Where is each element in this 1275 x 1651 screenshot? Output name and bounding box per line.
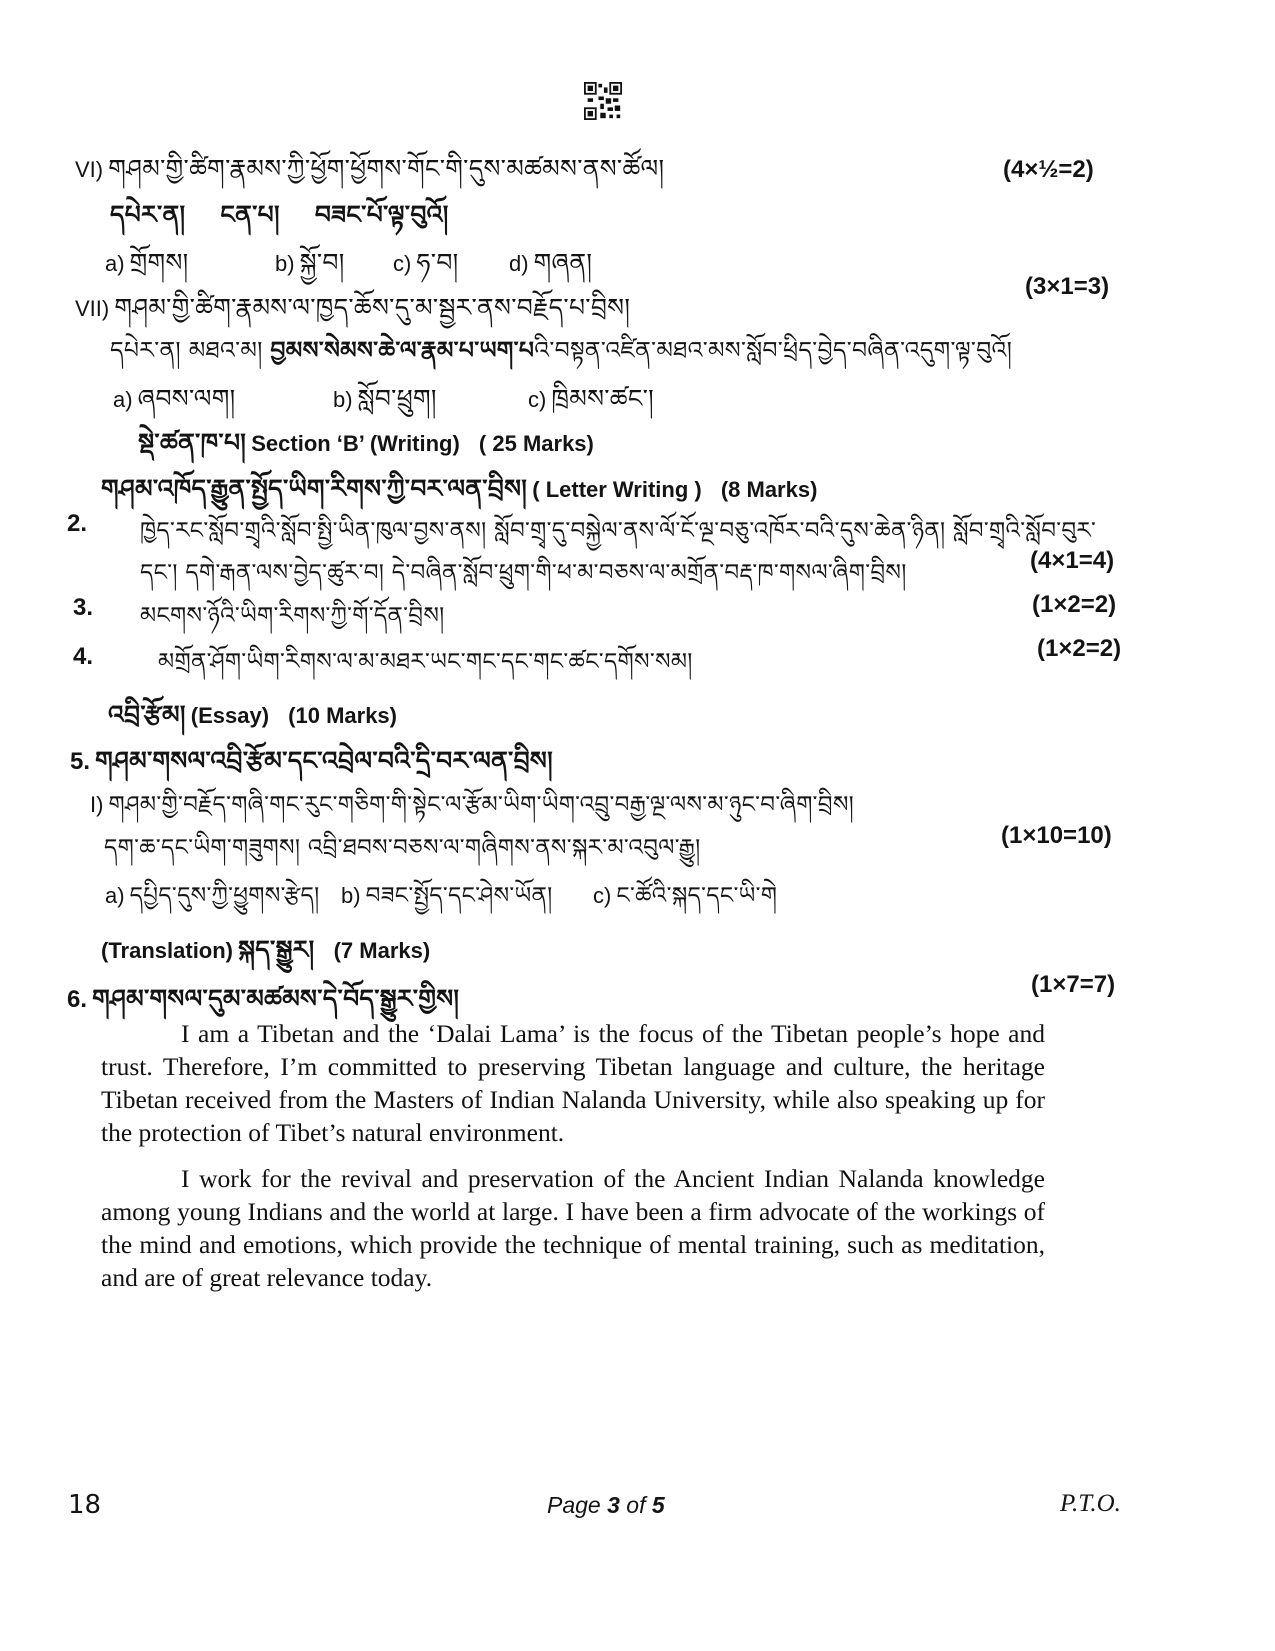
- option-label: a): [105, 883, 125, 908]
- question-number-3: 3.: [73, 594, 94, 621]
- question-2-line-2: དང་། དགེ་རྒན་ལས་བྱེད་ཚུར་བ། དེ་བཞིན་སློབ་ཕྲུག་གི་ཕ་མ་བཅས་ལ་མགྲོན་བརྡ་ཁ་གསལ་ཞིག་བྲིས།: [140, 560, 907, 586]
- translation-heading-tibetan: སྐད་སྒྱུར།: [238, 935, 315, 964]
- essay-heading-tibetan: འབྲི་རྩོམ།: [108, 700, 186, 729]
- marks-question-4: (1×2=2): [1037, 635, 1122, 662]
- translation-heading-marks: (7 Marks): [333, 938, 431, 963]
- option-label: a): [105, 251, 125, 276]
- example-prefix: དཔེར་ན། མཐའ་མ།: [110, 336, 271, 364]
- section-b-tibetan: སྡེ་ཚན་ཁ་པ།: [138, 428, 247, 457]
- option-label: c): [393, 251, 412, 276]
- question-4-text: མགྲོན་ཤོག་ཡིག་རིགས་ལ་མ་མཐར་ཡང་གང་དང་གང་ཚང་དགོས་སམ།: [158, 649, 693, 675]
- example-item: བཟང་པོ་ལྟ་བུའོ།: [314, 200, 449, 229]
- question-number-4: 4.: [73, 643, 94, 670]
- passage-paragraph-1: I am a Tibetan and the ‘Dalai Lama’ is the focus of the Tibetan people’s hope and trust. Therefore, I’m committed to preserving Tibetan language and culture, the heritage Tibetan received from the Masters of Indian Nalanda University, while also speaking up for the protection of Tibet’s natural environment.: [101, 1019, 1045, 1147]
- question-2-line-1: ཁྱེད་རང་སློབ་གྲྭའི་སློབ་སྤྱི་ཡིན་ཁུལ་བྱས་ནས། སློབ་གྲྭ་དུ་བསྐྱེལ་ནས་ལོ་ངོ་ལྔ་བཅུ་འཁོར་བའི་དུས་ཆེན་ཉིན། སློབ་གྲྭའི་སློབ་བུར་: [140, 518, 1097, 544]
- essay-heading-label: (Essay): [190, 703, 270, 728]
- option-text: བཟང་སྤྱོད་དང་ཤེས་ཡོན།: [365, 883, 553, 909]
- page-word: Page: [547, 1492, 608, 1518]
- option-text: དཔྱིད་དུས་ཀྱི་ཕྱུགས་རྩེད།: [129, 883, 320, 909]
- page-total: 5: [651, 1492, 665, 1518]
- translation-passage: [101, 1017, 1045, 1294]
- question-label: VII): [75, 296, 110, 321]
- question-6-text: གཤམ་གསལ་དུམ་མཚམས་དེ་བོད་སྒྱུར་གྱིས།: [92, 984, 460, 1013]
- marks-vii: (3×1=3): [1025, 273, 1110, 300]
- letter-heading-label: ( Letter Writing ): [532, 477, 702, 502]
- option-text: ང་ཚོའི་སྐད་དང་ཡི་གེ: [616, 883, 778, 909]
- option-text: ཁྲིམས་ཚང་།: [551, 384, 655, 413]
- marks-question-5: (1×10=10): [1001, 822, 1112, 849]
- essay-heading-marks: (10 Marks): [288, 703, 397, 728]
- option-label: b): [333, 387, 353, 412]
- option-label: a): [113, 387, 133, 412]
- option-label: d): [509, 251, 529, 276]
- example-item: ངན་པ།: [220, 200, 280, 229]
- marks-question-6: (1×7=7): [1031, 971, 1116, 998]
- option-text: གཞན།: [533, 248, 593, 277]
- question-3-text: མངགས་ཉོའི་ཡིག་རིགས་ཀྱི་གོ་དོན་བྲིས།: [140, 603, 445, 629]
- passage-paragraph-2: I work for the revival and preservation of the Ancient Indian Nalanda knowledge among young Indians and the world at large. I have been a firm advocate of the workings of the mind and emotions, which provide the technique of mental training, such as meditation, and are of great relevance today.: [101, 1164, 1045, 1292]
- marks-question-2: (4×1=4): [1030, 547, 1115, 574]
- section-b-label: Section ‘B’ (Writing): [251, 431, 460, 456]
- option-label: b): [341, 883, 361, 908]
- question-5-sub-label: I): [90, 792, 104, 817]
- example-item: དཔེར་ན།: [110, 200, 186, 229]
- question-number-5: 5.: [70, 748, 91, 775]
- pto-label: P.T.O.: [1060, 1490, 1121, 1517]
- option-text: ཞབས་ལག།: [137, 384, 236, 413]
- paper-code: 18: [68, 1490, 102, 1520]
- option-text: སྐྱོ་བ།: [299, 248, 345, 277]
- letter-heading-marks: (8 Marks): [720, 477, 818, 502]
- question-5-sub-line-1: གཤམ་གྱི་བརྗོད་གཞི་གང་རུང་གཅིག་གི་སྟེང་ལ་རྩོམ་ཡིག་ཡིག་འབྲུ་བརྒྱ་ལྔ་ལས་མ་ཉུང་བ་ཞིག་བྲིས།: [108, 792, 855, 818]
- page-indicator: [547, 1492, 665, 1519]
- translation-heading-label: (Translation): [101, 938, 234, 963]
- question-text: གཤམ་གྱི་ཚིག་རྣམས་ཀྱི་ཕྱོག་ཕྱོགས་གོང་གི་དུས་མཚམས་ནས་ཚོལ།: [108, 154, 665, 183]
- question-5-text: གཤམ་གསལ་འབྲི་རྩོམ་དང་འབྲེལ་བའི་དྲི་བར་ལན་བྲིས།: [95, 746, 553, 775]
- question-number-6: 6.: [67, 986, 88, 1013]
- marks-question-3: (1×2=2): [1032, 591, 1117, 618]
- example-suffix: འི་བསྟན་འཛིན་མཐའ་མས་སློབ་ཕྲིད་བྱེད་བཞིན་འདུག་ལྟ་བུའོ།: [534, 336, 1013, 364]
- option-label: c): [593, 883, 612, 908]
- of-word: of: [619, 1492, 652, 1518]
- option-label: b): [275, 251, 295, 276]
- marks-vi: (4×½=2): [1003, 156, 1094, 183]
- option-label: c): [528, 387, 547, 412]
- option-text: གྲོགས།: [129, 248, 189, 277]
- letter-heading-tibetan: གཤམ་འཁོད་རྒྱུན་སྤྱོད་ཡིག་རིགས་ཀྱི་བར་ལན་བྲིས།: [101, 474, 528, 503]
- question-label: VI): [75, 157, 104, 182]
- example-bold: བྱམས་སེམས་ཆེ་ལ་རྣམ་པ་ཡག་པ: [270, 336, 535, 364]
- qr-code: [584, 82, 622, 120]
- question-5-sub-line-2: དག་ཆ་དང་ཡིག་གཟུགས། འབྲི་ཐབས་བཅས་ལ་གཞིགས་ནས་སྐར་མ་འབུལ་རྒྱུ།: [104, 835, 701, 861]
- question-text: གཤམ་གྱི་ཚིག་རྣམས་ལ་ཁྱད་ཆོས་དུ་མ་སྦྱར་ནས་བརྗོད་པ་བྲིས།: [114, 293, 631, 322]
- option-text: ཧ་བ།: [416, 248, 459, 277]
- question-number-2: 2.: [67, 510, 88, 537]
- page-number: 3: [607, 1492, 620, 1518]
- option-text: སློབ་ཕྲུག།: [357, 384, 437, 413]
- section-b-marks: ( 25 Marks): [478, 431, 594, 456]
